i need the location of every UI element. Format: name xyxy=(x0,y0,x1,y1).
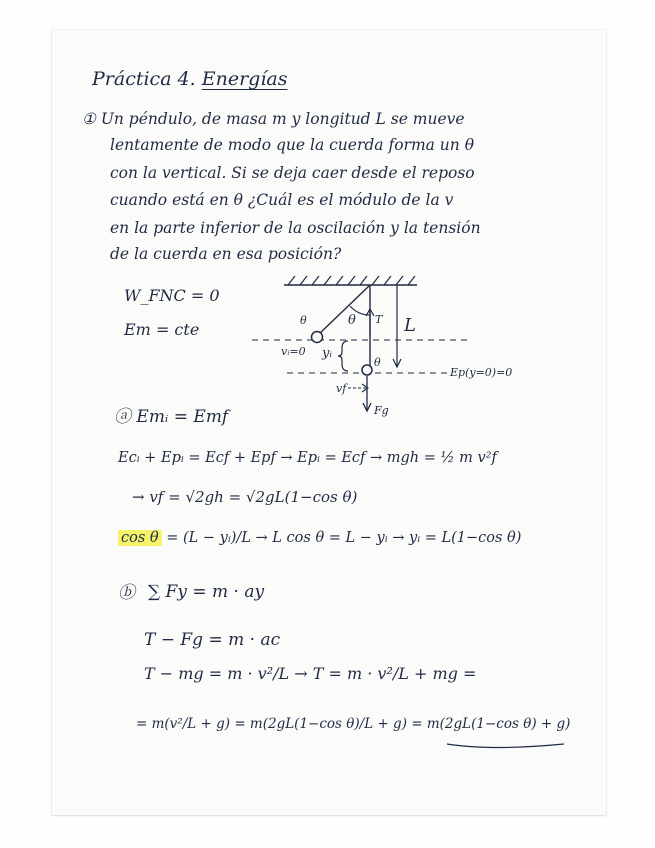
notebook-page xyxy=(52,30,606,815)
theta-marker-initial: θ xyxy=(300,314,307,327)
title-topic: Energías xyxy=(201,68,288,90)
length-label: L xyxy=(404,315,416,336)
cos-highlight: cos θ xyxy=(118,530,162,546)
yi-label: yᵢ xyxy=(322,346,332,361)
cos-equation xyxy=(118,530,521,546)
height-brace xyxy=(338,341,348,371)
mass-bottom xyxy=(362,365,372,375)
theta-marker-bottom: θ xyxy=(374,356,381,369)
vf-label: vf xyxy=(336,382,347,395)
problem-line-5: en la parte inferior de la oscilación y la tensión xyxy=(110,219,481,237)
mass-initial xyxy=(312,332,323,343)
vi-label: vᵢ=0 xyxy=(281,345,306,358)
ep-reference-label: Ep(y=0)=0 xyxy=(450,366,513,379)
ceiling-hatch xyxy=(288,276,415,285)
part-b-heading: ⓑ xyxy=(118,583,135,603)
newton-sum: ∑ Fy = m · ay xyxy=(148,582,265,602)
newton-eq1: T − Fg = m · ac xyxy=(144,630,281,650)
answer-underline xyxy=(447,744,564,748)
newton-eq3: = m(v²/L + g) = m(2gL(1−cos θ)/L + g) = m(2gL(1−cos θ) + g) xyxy=(136,716,571,732)
wfnc-label: W_FNC = 0 xyxy=(124,286,220,305)
cos-equation-rest: = (L − yᵢ)/L → L cos θ = L − yᵢ → yᵢ = L(1−cos θ) xyxy=(166,530,522,546)
em-label: Em = cte xyxy=(124,320,200,339)
part-a-heading: ⓐ Emᵢ = Emf xyxy=(114,407,229,427)
problem-line-1: ① Un péndulo, de masa m y longitud L se mueve xyxy=(82,110,465,128)
problem-line-3: con la vertical. Si se deja caer desde el reposo xyxy=(110,164,475,182)
velocity-equation: → vf = √2gh = √2gL(1−cos θ) xyxy=(132,488,358,506)
tension-label: T xyxy=(375,313,383,326)
problem-line-4: cuando está en θ ¿Cuál es el módulo de la v xyxy=(110,191,454,209)
theta-label: θ xyxy=(348,313,356,328)
problem-line-6: de la cuerda en esa posición? xyxy=(110,245,342,263)
inclined-string xyxy=(317,285,370,336)
energy-equation: Ecᵢ + Epᵢ = Ecf + Epf → Epᵢ = Ecf → mgh = ½ m v²f xyxy=(118,450,497,466)
problem-line-2: lentamente de modo que la cuerda forma un θ xyxy=(110,136,475,154)
title-prefix: Práctica 4. xyxy=(92,68,196,90)
fg-label: Fg xyxy=(374,404,389,417)
newton-eq2: T − mg = m · v²/L → T = m · v²/L + mg = xyxy=(144,664,477,683)
